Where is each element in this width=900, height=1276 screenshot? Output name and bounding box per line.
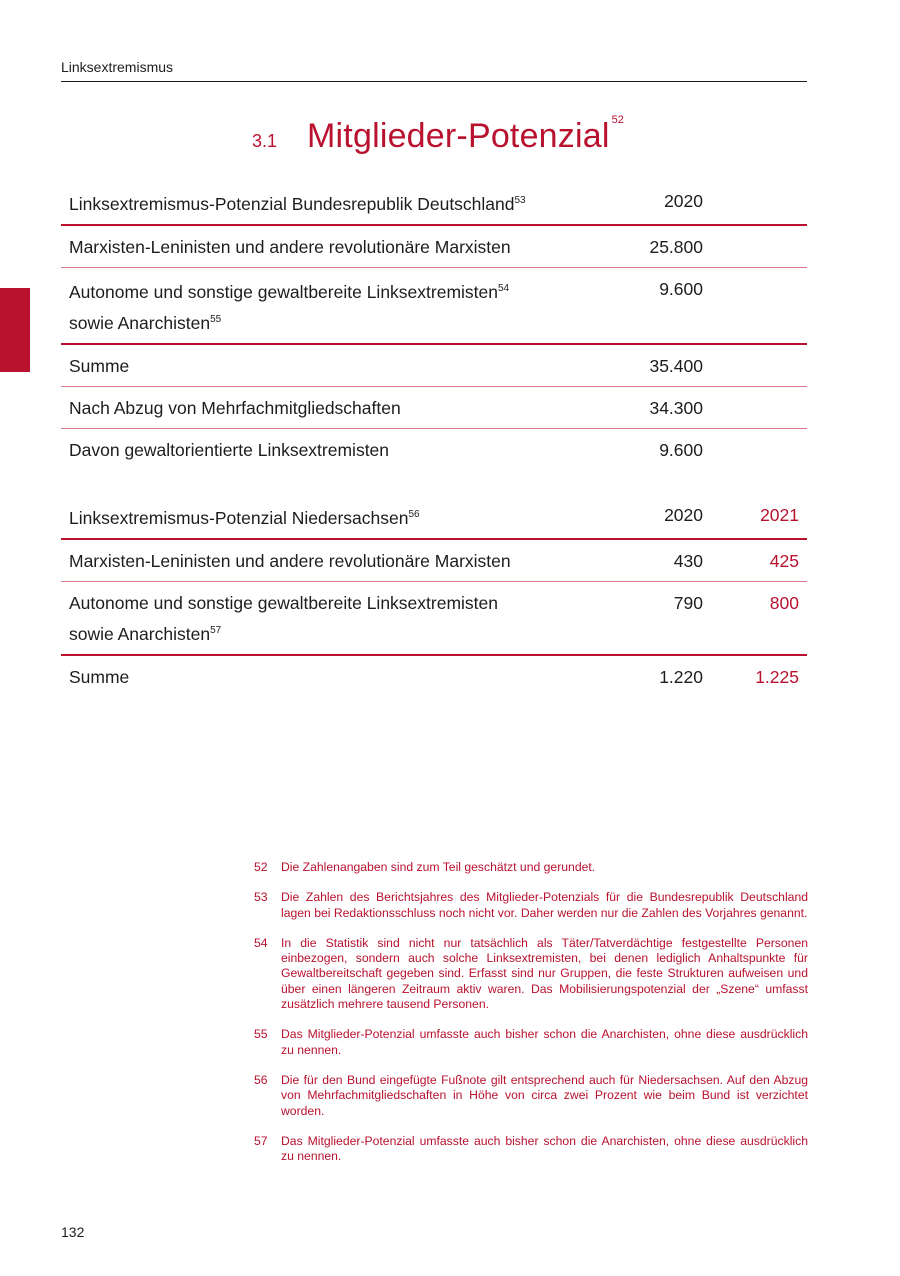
table-header-row xyxy=(61,494,807,539)
footnote-53 xyxy=(254,890,808,921)
footnote-ref[interactable]: 55 xyxy=(210,314,222,325)
row-value: 34.300 xyxy=(603,387,703,429)
year-header: 2020 xyxy=(603,180,703,225)
footnote-number: 52 xyxy=(254,860,268,874)
row-label: Summe xyxy=(61,344,603,387)
row-label: Nach Abzug von Mehrfachmitgliedschaften xyxy=(61,387,603,429)
running-head: Linksextremismus xyxy=(61,59,174,75)
table-row xyxy=(61,268,807,345)
footnote-52 xyxy=(254,860,808,875)
row-value-2021: 1.225 xyxy=(755,667,799,687)
footnote-text: Die Zahlen des Berichtsjahres des Mitglieder-Potenzials für die Bundesrepublik Deutschland lagen bei Redaktionsschluss noch nicht vor. Daher werden nur die Zahlen des Vorjahres genannt. xyxy=(281,890,808,920)
footnote-ref[interactable]: 56 xyxy=(408,509,420,520)
section-number: 3.1 xyxy=(252,131,278,151)
footnotes xyxy=(254,860,808,1179)
row-value-2020: 1.220 xyxy=(659,667,703,687)
footnote-ref[interactable]: 54 xyxy=(498,283,510,294)
table-header-row xyxy=(61,180,807,225)
row-label: Davon gewaltorientierte Linksextremisten xyxy=(69,440,390,460)
footnote-text: Das Mitglieder-Potenzial umfasste auch bisher schon die Anarchisten, ohne diese ausdrücklich zu nennen. xyxy=(281,1133,808,1164)
page-number: 132 xyxy=(61,1224,85,1240)
table-row xyxy=(61,582,807,656)
row-label: Marxisten-Leninisten und andere revolutionäre Marxisten xyxy=(61,539,603,582)
row-value: 25.800 xyxy=(603,225,703,268)
year-header-2021: 2021 xyxy=(703,494,807,539)
row-value-2020: 790 xyxy=(603,582,703,656)
row-value: 9.600 xyxy=(659,440,703,460)
table-row xyxy=(61,655,807,697)
table-row xyxy=(61,225,807,268)
chapter-tab-marker xyxy=(0,288,30,372)
footnote-56 xyxy=(254,1073,808,1119)
row-label: Summe xyxy=(69,667,130,687)
section-heading xyxy=(252,114,624,156)
header-rule xyxy=(61,81,807,82)
row-value-2020: 430 xyxy=(603,539,703,582)
section-title: Mitglieder-Potenzial xyxy=(307,117,610,155)
footnote-number: 57 xyxy=(254,1133,268,1148)
row-value-2021: 425 xyxy=(703,539,807,582)
footnote-ref[interactable]: 53 xyxy=(514,195,526,206)
year-header-2020: 2020 xyxy=(603,494,703,539)
footnote-number: 54 xyxy=(254,935,268,950)
row-value: 35.400 xyxy=(603,344,703,387)
table-row xyxy=(61,429,807,471)
table-row xyxy=(61,539,807,582)
footnote-ref-52[interactable]: 52 xyxy=(611,114,624,126)
table-bund xyxy=(61,180,807,470)
footnote-number: 55 xyxy=(254,1027,268,1042)
table-header-label: Linksextremismus-Potenzial Niedersachsen$^{56}$ xyxy=(61,494,603,539)
footnote-54 xyxy=(254,936,808,1012)
footnote-number: 56 xyxy=(254,1072,268,1087)
footnote-57 xyxy=(254,1134,808,1165)
row-label: Autonome und sonstige gewaltbereite Linksextremisten sowie Anarchisten$^{57}$ xyxy=(61,582,603,656)
footnote-text: Die für den Bund eingefügte Fußnote gilt entsprechend auch für Niedersachsen. Auf den Abzug von Mehrfachmitgliedschaften in Höhe von circa zwei Prozent wie beim Bund ist verzichtet worden. xyxy=(281,1072,808,1118)
table-row xyxy=(61,344,807,387)
row-label: Autonome und sonstige gewaltbereite Linksextremisten$^{54}$ sowie Anarchisten$^{55}$ xyxy=(61,268,603,345)
footnote-55 xyxy=(254,1027,808,1058)
footnote-text: In die Statistik sind nicht nur tatsächlich als Täter/Tatverdächtige festgestellte Personen einbezogen, sondern auch solche Linksextremisten, bei denen lediglich Anhaltspunkte für Gewaltbereitschaft gegeben sind. Erfasst sind nur Gruppen, die feste Strukturen aufweisen und über einen längeren Zeitraum aktiv waren. Das Mobilisierungspotenzial der „Szene“ umfasst zusätzlich mehrere tausend Personen. xyxy=(281,935,808,1012)
footnote-number: 53 xyxy=(254,890,268,905)
footnote-ref[interactable]: 57 xyxy=(210,625,222,636)
footnote-text: Das Mitglieder-Potenzial umfasste auch bisher schon die Anarchisten, ohne diese ausdrücklich zu nennen. xyxy=(281,1027,808,1057)
row-value: 9.600 xyxy=(603,268,703,345)
footnote-text: Die Zahlenangaben sind zum Teil geschätzt und gerundet. xyxy=(281,860,596,874)
row-label: Marxisten-Leninisten und andere revolutionäre Marxisten xyxy=(61,225,603,268)
row-value-2021: 800 xyxy=(703,582,807,656)
table-niedersachsen xyxy=(61,494,807,697)
table-row xyxy=(61,387,807,429)
table-header-label: Linksextremismus-Potenzial Bundesrepublik Deutschland$^{53}$ xyxy=(61,180,603,225)
